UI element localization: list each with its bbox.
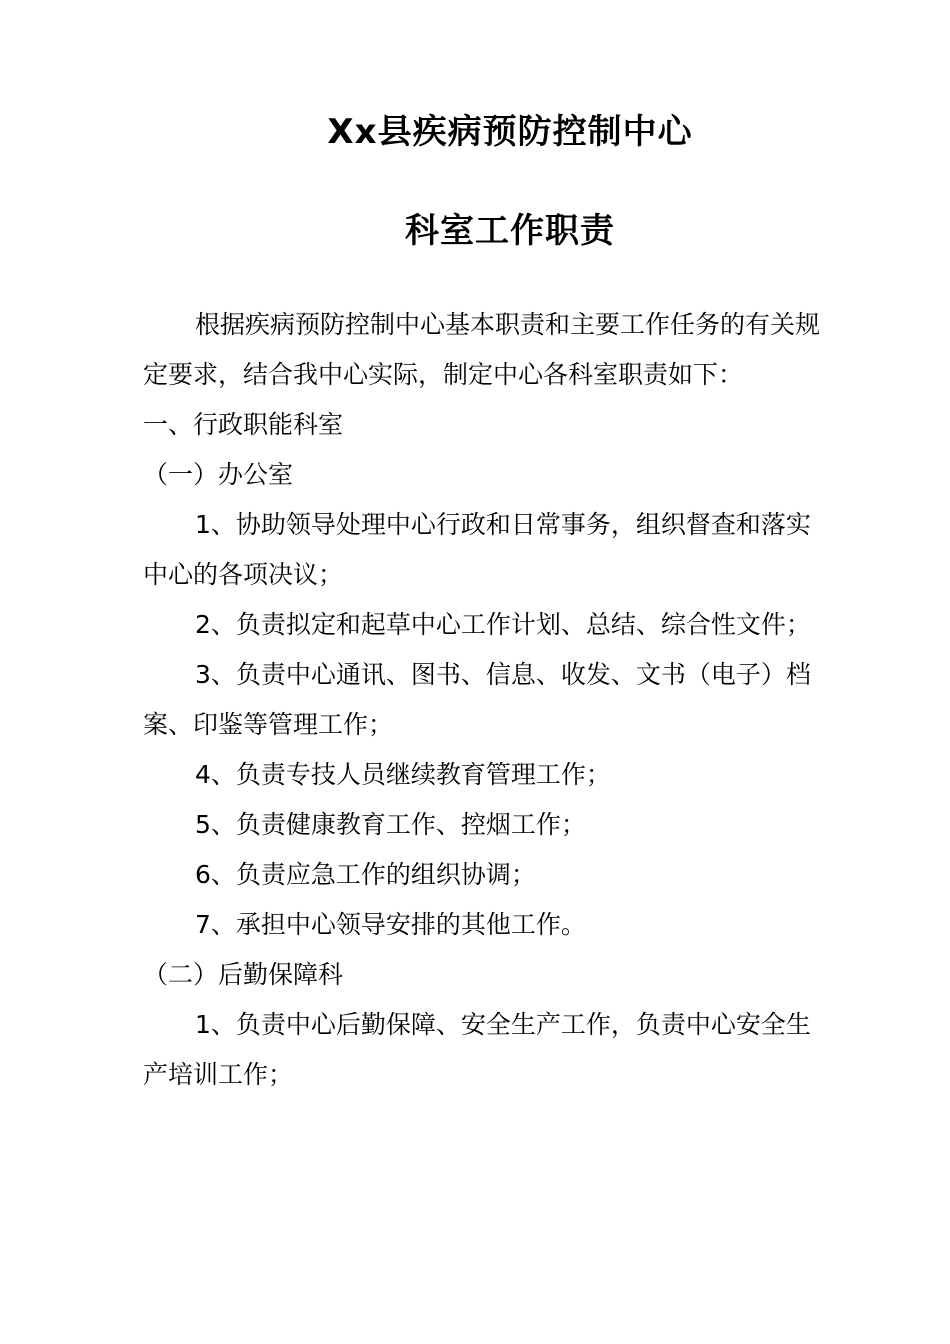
subsection-heading-logistics: （二）后勤保障科 xyxy=(143,960,344,989)
office-item-2: 2、负责拟定和起草中心工作计划、总结、综合性文件； xyxy=(195,610,811,639)
office-item-7: 7、承担中心领导安排的其他工作。 xyxy=(195,910,586,939)
office-item-6: 6、负责应急工作的组织协调； xyxy=(195,860,536,889)
office-item-4: 4、负责专技人员继续教育管理工作； xyxy=(195,760,611,789)
intro-paragraph: 根据疾病预防控制中心基本职责和主要工作任务的有关规定要求，结合我中心实际，制定中心各科室职责如下： xyxy=(143,310,821,389)
document-body xyxy=(143,300,823,1100)
subsection-heading-office: （一）办公室 xyxy=(143,460,294,489)
office-item-1: 1、协助领导处理中心行政和日常事务，组织督查和落实中心的各项决议； xyxy=(143,510,811,589)
document-subtitle: 科室工作职责 xyxy=(405,211,615,251)
logistics-item-1: 1、负责中心后勤保障、安全生产工作，负责中心安全生产培训工作； xyxy=(143,1010,811,1089)
office-item-3: 3、负责中心通讯、图书、信息、收发、文书（电子）档案、印鉴等管理工作； xyxy=(143,660,811,739)
office-item-5: 5、负责健康教育工作、控烟工作； xyxy=(195,810,586,839)
document-title: Xx县疾病预防控制中心 xyxy=(327,112,693,152)
section-heading-administrative: 一、行政职能科室 xyxy=(143,410,344,439)
